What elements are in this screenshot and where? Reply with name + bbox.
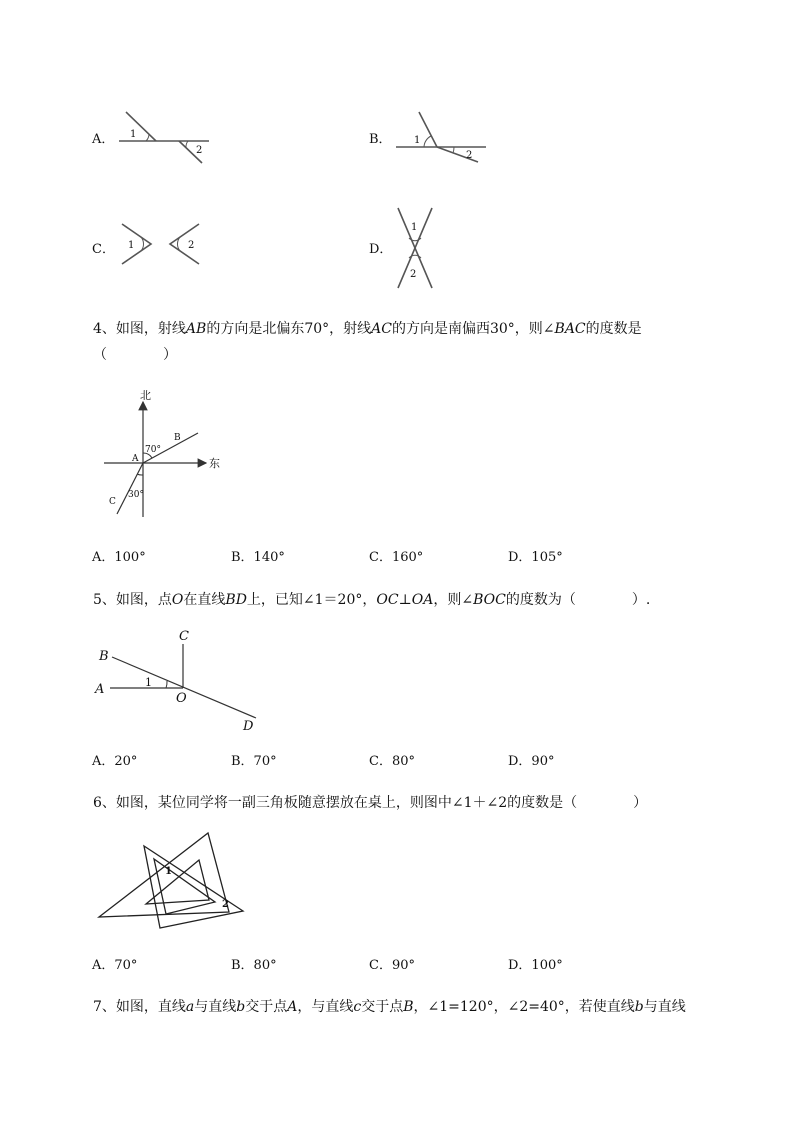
- q4-option-a: A．100°: [92, 550, 146, 565]
- q6-option-d: D．100°: [508, 958, 563, 973]
- q4-option-c: C．160°: [369, 550, 424, 565]
- q4-label-c: C: [109, 497, 116, 507]
- question-7-text: 7、如图，直线a与直线b交于点A，与直线c交于点B，∠1=120°，∠2=40°，若使直线b与直线: [93, 999, 686, 1015]
- q6-label-1: 1: [165, 866, 172, 877]
- q4-label-east: 东: [209, 457, 220, 470]
- question-6-text: 6、如图，某位同学将一副三角板随意摆放在桌上，则图中∠1＋∠2的度数是（ ）: [93, 795, 648, 811]
- q5-label-a: A: [95, 682, 105, 697]
- q3-b-label-2: 2: [466, 150, 473, 161]
- question-5-text: 5、如图，点O在直线BD上，已知∠1＝20°，OC⊥OA，则∠BOC的度数为（ ）.: [93, 592, 651, 608]
- question-4-bracket: （ ）: [93, 347, 177, 363]
- q3-c-label-2: 2: [188, 240, 195, 251]
- q3-c-label-1: 1: [128, 240, 135, 251]
- q3-b-label-1: 1: [414, 135, 421, 146]
- q5-label-1: 1: [145, 676, 152, 689]
- q5-label-o: O: [176, 691, 187, 706]
- q4-label-north: 北: [140, 389, 151, 402]
- q4-label-70: 70°: [145, 445, 161, 455]
- q3-a-label-1: 1: [130, 129, 137, 140]
- q5-option-b: B．70°: [231, 754, 277, 769]
- q6-option-b: B．80°: [231, 958, 277, 973]
- q3-d-label-1: 1: [411, 222, 418, 233]
- q5-label-d: D: [243, 719, 254, 734]
- q4-option-b: B．140°: [231, 550, 285, 565]
- q4-label-b: B: [174, 433, 181, 443]
- q6-option-c: C．90°: [369, 958, 415, 973]
- q5-option-d: D．90°: [508, 754, 555, 769]
- q3-d-label-2: 2: [410, 269, 417, 280]
- q4-option-d: D．105°: [508, 550, 563, 565]
- q3-a-label-2: 2: [196, 145, 203, 156]
- q3-option-c-letter: C．: [92, 242, 115, 257]
- q5-option-c: C．80°: [369, 754, 415, 769]
- q3-option-b-letter: B．: [369, 132, 392, 147]
- q3-option-d-letter: D．: [369, 242, 393, 257]
- q4-label-30: 30°: [128, 490, 144, 500]
- q5-label-b: B: [99, 649, 109, 664]
- q6-label-2: 2: [222, 899, 229, 910]
- q5-option-a: A．20°: [92, 754, 138, 769]
- q6-option-a: A．70°: [92, 958, 138, 973]
- question-4-text: 4、如图，射线AB的方向是北偏东70°，射线AC的方向是南偏西30°，则∠BAC的度数是: [93, 321, 642, 337]
- q5-label-c: C: [179, 629, 189, 644]
- q4-label-a: A: [132, 454, 139, 464]
- q3-option-a-letter: A．: [92, 132, 115, 147]
